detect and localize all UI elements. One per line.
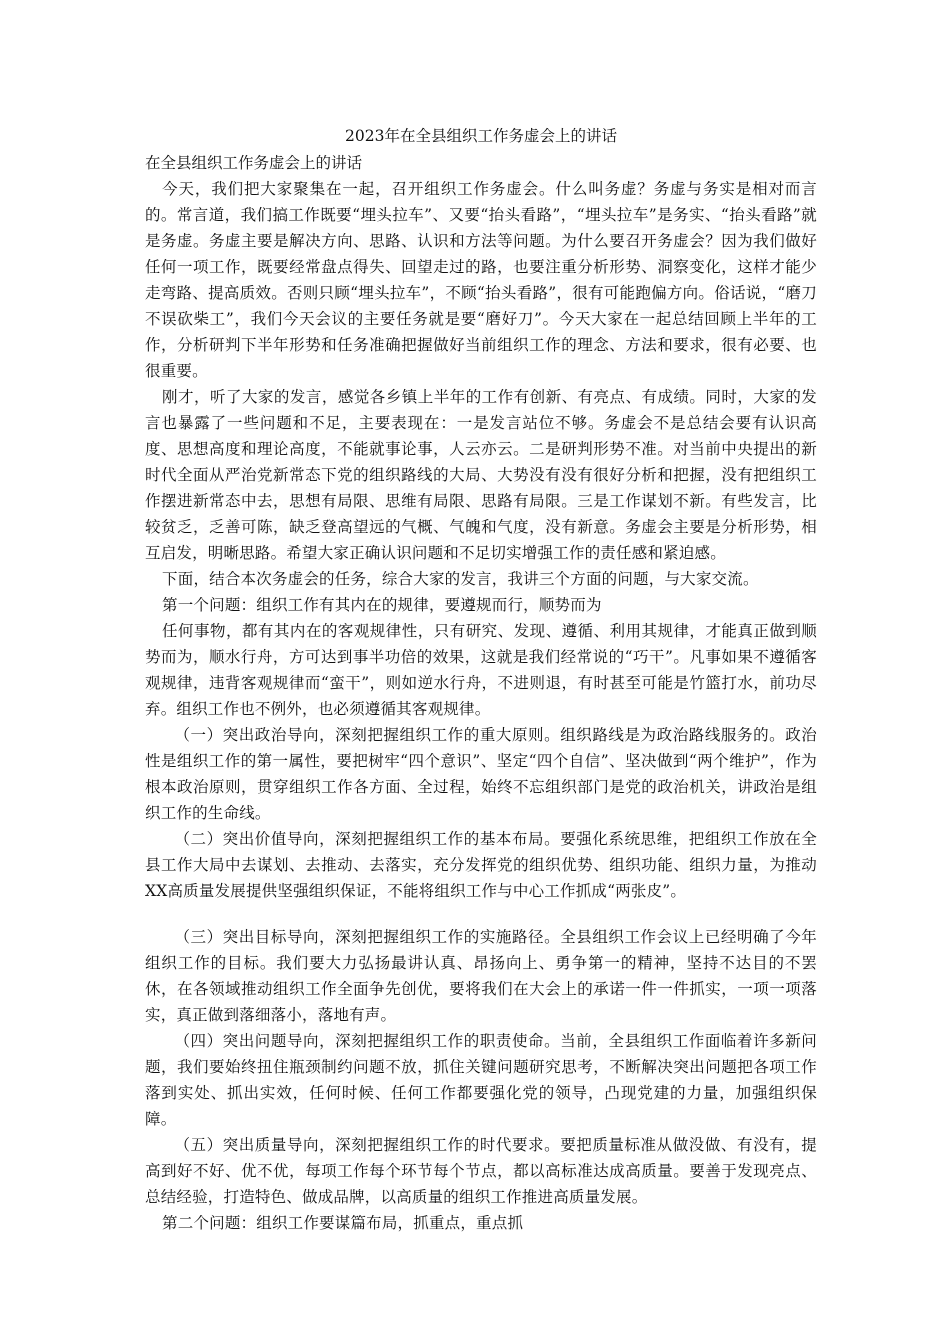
- paragraph-intro-topics: 下面，结合本次务虚会的任务，综合大家的发言，我讲三个方面的问题，与大家交流。: [162, 570, 759, 588]
- paragraph-point-4: （四）突出问题导向，深刻把握组织工作的职责使命。当前，全县组织工作面临着许多新问题，我们要始终扭住瓶颈制约问题不放，抓住关键问题研究思考，不断解决突出问题把各项工作落到实处、抓出实效，任何时候、任何工作都要强化党的领导，凸现党建的力量，加强组织保障。: [145, 1032, 817, 1128]
- section-heading-first-issue: 第一个问题：组织工作有其内在的规律，要遵规而行，顺势而为: [162, 596, 602, 614]
- paragraph-point-3: （三）突出目标导向，深刻把握组织工作的实施路径。全县组织工作会议上已经明确了今年组织工作的目标。我们要大力弘扬最讲认真、昂扬向上、勇争第一的精神，坚持不达目的不罢休，在各领域推动组织工作全面争先创优，要将我们在大会上的承诺一件一件抓实，一项一项落实，真正做到落细落小，落地有声。: [145, 928, 817, 1024]
- paragraph-opening: 今天，我们把大家聚集在一起，召开组织工作务虚会。什么叫务虚？务虚与务实是相对而言的。常言道，我们搞工作既要“埋头拉车”、又要“抬头看路”，“埋头拉车”是务实、“抬头看路”就是务虚。务虚主要是解决方向、思路、认识和方法等问题。为什么要召开务虚会？因为我们做好任何一项工作，既要经常盘点得失、回望走过的路，也要注重分析形势、洞察变化，这样才能少走弯路、提高质效。否则只顾“埋头拉车”，不顾“抬头看路”，很有可能跑偏方向。俗话说，“磨刀不误砍柴工”，我们今天会议的主要任务就是要“磨好刀”。今天大家在一起总结回顾上半年的工作，分析研判下半年形势和任务准确把握做好当前组织工作的理念、方法和要求，很有必要、也很重要。: [145, 180, 817, 380]
- paragraph-laws: 任何事物，都有其内在的客观规律性，只有研究、发现、遵循、利用其规律，才能真正做到顺势而为，顺水行舟，方可达到事半功倍的效果，这就是我们经常说的“巧干”。凡事如果不遵循客观规律，违背客观规律而“蛮干”，则如逆水行舟，不进则退，有时甚至可能是竹篮打水，前功尽弃。组织工作也不例外，也必须遵循其客观规律。: [145, 622, 817, 718]
- paragraph-point-5: （五）突出质量导向，深刻把握组织工作的时代要求。要把质量标准从做没做、有没有，提高到好不好、优不优，每项工作每个环节每个节点，都以高标准达成高质量。要善于发现亮点、总结经验，打造特色、做成品牌，以高质量的组织工作推进高质量发展。: [145, 1136, 817, 1206]
- document-subtitle: 在全县组织工作务虚会上的讲话: [145, 154, 363, 172]
- document-title: 2023年在全县组织工作务虚会上的讲话: [345, 127, 617, 145]
- paragraph-point-1: （一）突出政治导向，深刻把握组织工作的重大原则。组织路线是为政治路线服务的。政治性是组织工作的第一属性，要把树牢“四个意识”、坚定“四个自信”、坚决做到“两个维护”，作为根本政治原则，贯穿组织工作各方面、全过程，始终不忘组织部门是党的政治机关，讲政治是组织工作的生命线。: [145, 726, 817, 822]
- paragraph-feedback: 刚才，听了大家的发言，感觉各乡镇上半年的工作有创新、有亮点、有成绩。同时，大家的发言也暴露了一些问题和不足，主要表现在：一是发言站位不够。务虚会不是总结会要有认识高度、思想高度和理论高度，不能就事论事，人云亦云。二是研判形势不准。对当前中央提出的新时代全面从严治党新常态下党的组织路线的大局、大势没有没有很好分析和把握，没有把组织工作摆进新常态中去，思想有局限、思维有局限、思路有局限。三是工作谋划不新。有些发言，比较贫乏，乏善可陈，缺乏登高望远的气概、气魄和气度，没有新意。务虚会主要是分析形势，相互启发，明晰思路。希望大家正确认识问题和不足切实增强工作的责任感和紧迫感。: [145, 388, 817, 562]
- blank-line: [145, 904, 817, 924]
- document-page: [145, 122, 817, 1236]
- paragraph-point-2: （二）突出价值导向，深刻把握组织工作的基本布局。要强化系统思维，把组织工作放在全县工作大局中去谋划、去推动、去落实，充分发挥党的组织优势、组织功能、组织力量，为推动XX高质量发展提供坚强组织保证，不能将组织工作与中心工作抓成“两张皮”。: [145, 830, 817, 900]
- section-heading-second-issue: 第二个问题：组织工作要谋篇布局，抓重点，重点抓: [162, 1214, 524, 1232]
